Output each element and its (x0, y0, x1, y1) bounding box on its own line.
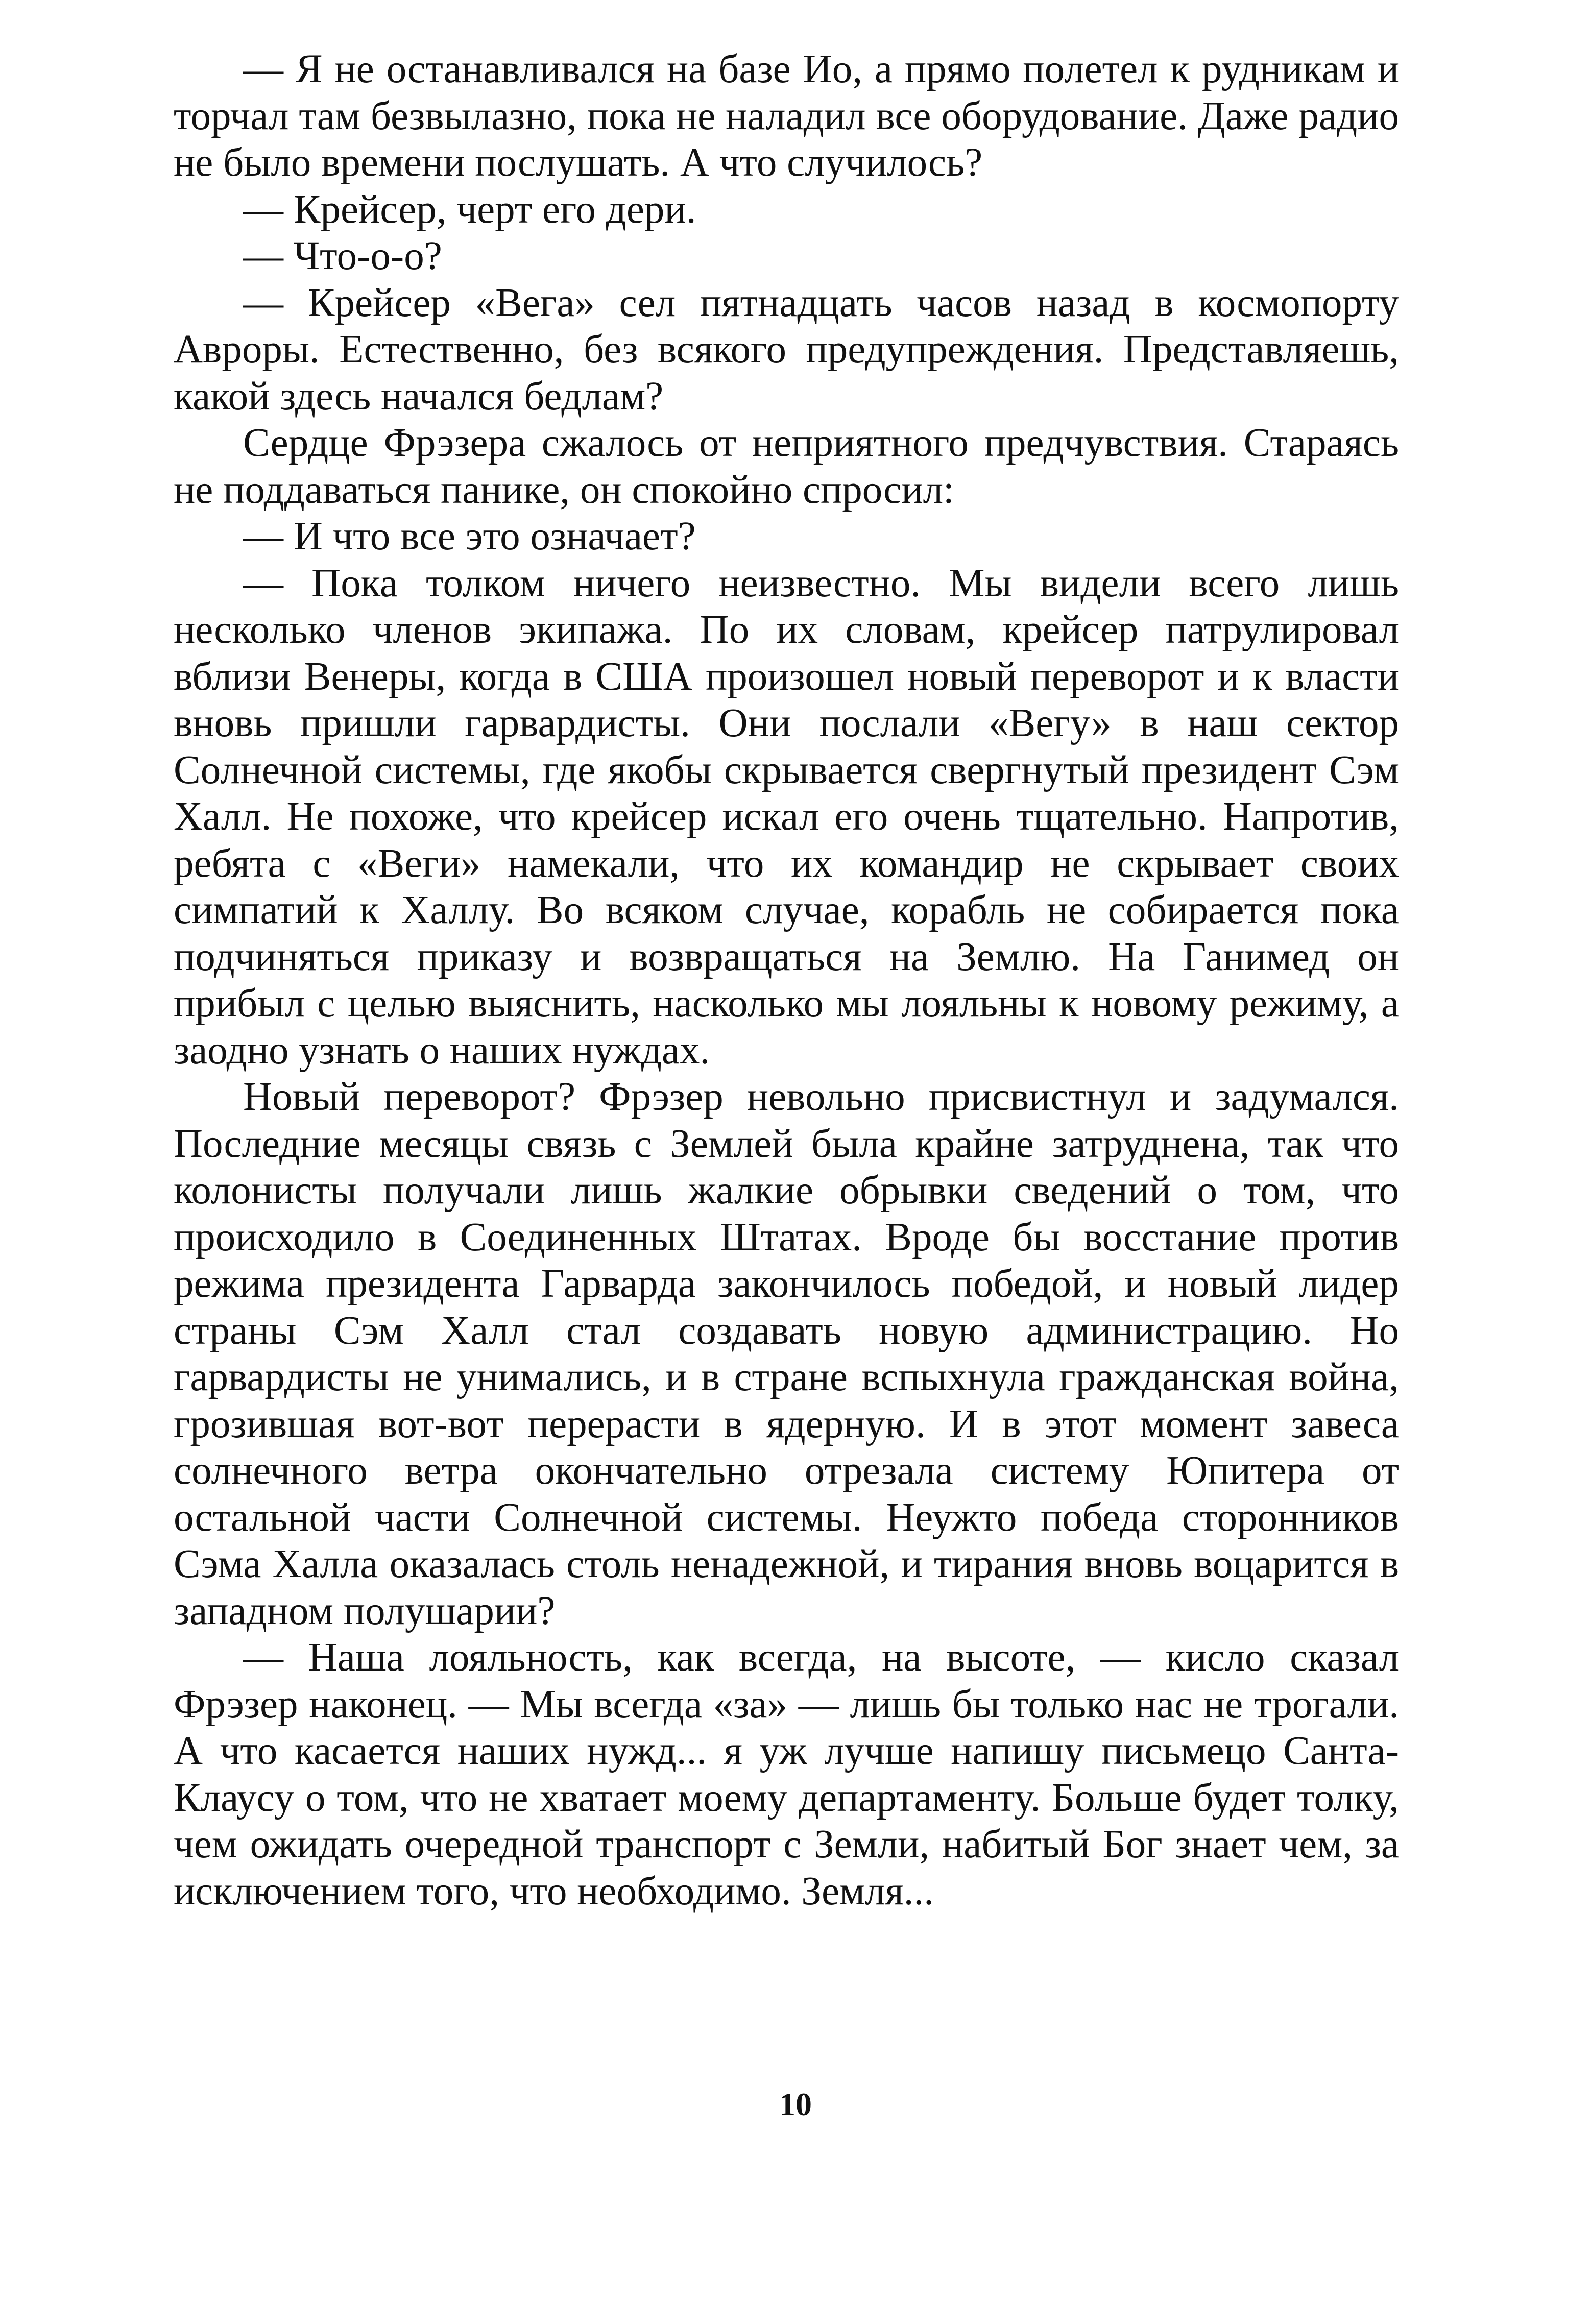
page-body (174, 46, 1399, 1915)
paragraph: — Пока толком ничего неизвестно. Мы видели всего лишь несколько членов экипажа. По их словам, крейсер патрулировал вблизи Венеры, когда в США произошел новый переворот и к власти вновь пришли гарвардисты. Они послали «Вегу» в наш сектор Солнечной системы, где якобы скрывается свергнутый президент Сэм Халл. Не похоже, что крейсер искал его очень тщательно. Напротив, ребята с «Веги» намекали, что их командир не скрывает своих симпатий к Халлу. Во всяком случае, корабль не собирается пока подчиняться приказу и возвращаться на Землю. На Ганимед он прибыл с целью выяснить, насколько мы лояльны к новому режиму, а заодно узнать о наших нуждах. (174, 561, 1399, 1073)
paragraph: — Я не останавливался на базе Ио, а прямо полетел к рудникам и торчал там безвылазно, пока не наладил все оборудование. Даже радио не было времени послушать. А что случилось? (174, 47, 1399, 185)
page-number: 10 (779, 2086, 812, 2122)
paragraph: Новый переворот? Фрэзер невольно присвистнул и задумался. Последние месяцы связь с Землей была крайне затруднена, так что колонисты получали лишь жалкие обрывки сведений о том, что происходило в Соединенных Штатах. Вроде бы восстание против режима президента Гарварда закончилось победой, и новый лидер страны Сэм Халл стал создавать новую администрацию. Но гарвардисты не унимались, и в стране вспыхнула гражданская война, грозившая вот-вот перерасти в ядерную. И в этот момент завеса солнечного ветра окончательно отрезала систему Юпитера от остальной части Солнечной системы. Неужто победа сторонников Сэма Халла оказалась столь ненадежной, и тирания вновь воцарится в западном полушарии? (174, 1075, 1399, 1633)
paragraph: Сердце Фрэзера сжалось от неприятного предчувствия. Стараясь не поддаваться панике, он спокойно спросил: (174, 421, 1399, 512)
paragraph: — Что-о-о? (243, 234, 442, 278)
text-column (174, 46, 1399, 1915)
paragraph: — Наша лояльность, как всегда, на высоте, — кисло сказал Фрэзер наконец. — Мы всегда «за» — лишь бы только нас не трогали. А что касается наших нужд... я уж лучше напишу письмецо Санта-Клаусу о том, что не хватает моему департаменту. Больше будет толку, чем ожидать очередной транспорт с Земли, набитый Бог знает чем, за исключением того, что необходимо. Земля... (174, 1635, 1399, 1914)
paragraph: — Крейсер «Вега» сел пятнадцать часов назад в космопорту Авроры. Естественно, без всякого предупреждения. Представляешь, какой здесь начался бедлам? (174, 280, 1399, 419)
paragraph: — Крейсер, черт его дери. (243, 187, 696, 232)
paragraph: — И что все это означает? (243, 514, 696, 559)
